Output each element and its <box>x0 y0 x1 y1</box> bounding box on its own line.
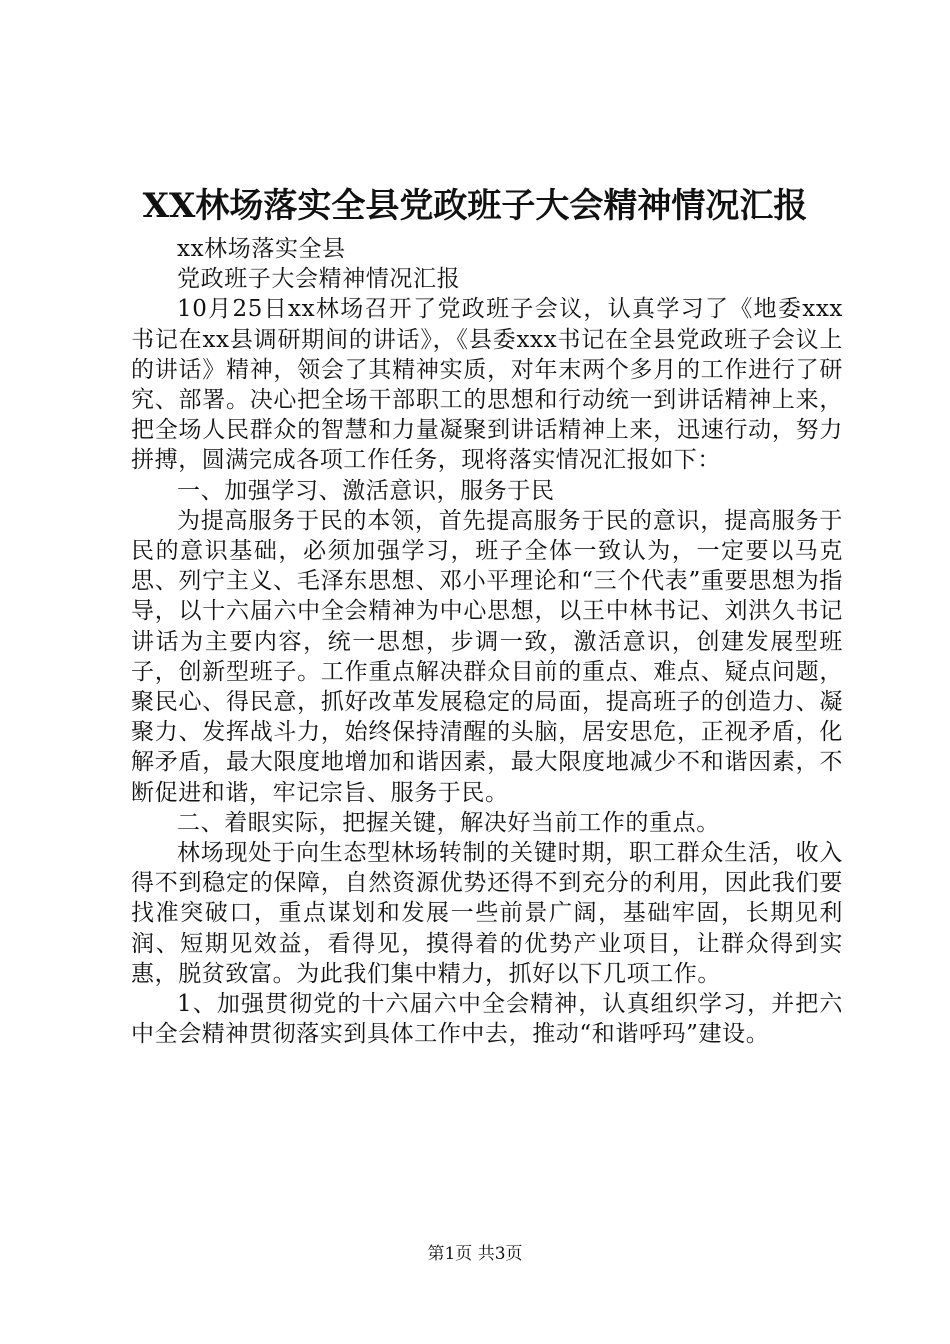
section-1-paragraph: 为提高服务于民的本领，首先提高服务于民的意识，提高服务于民的意识基础，必须加强学习，班子全体一致认为，一定要以马克思、列宁主义、毛泽东思想、邓小平理论和“三个代表”重要思想为指导，以十六届六中全会精神为中心思想，以王中林书记、刘洪久书记讲话为主要内容，统一思想，步调一致，激活意识，创建发展型班子，创新型班子。工作重点解决群众目前的重点、难点、疑点问题，聚民心、得民意，抓好改革发展稳定的局面，提高班子的创造力、凝聚力、发挥战斗力，始终保持清醒的头脑，居安思危，正视矛盾，化解矛盾，最大限度地增加和谐因素，最大限度地减少不和谐因素，不断促进和谐，牢记宗旨、服务于民。 <box>131 507 843 806</box>
section-2-paragraph: 林场现处于向生态型林场转制的关键时期，职工群众生活，收入得不到稳定的保障，自然资源优势还得不到充分的利用，因此我们要找准突破口，重点谋划和发展一些前景广阔，基础牢固，长期见利润、短期见效益，看得见，摸得着的优势产业项目，让群众得到实惠，脱贫致富。为此我们集中精力，抓好以下几项工作。 <box>131 840 843 987</box>
document-body <box>131 234 843 1049</box>
page-number: 第1页 共3页 <box>427 1244 523 1264</box>
intro-paragraph: 10月25日xx林场召开了党政班子会议，认真学习了《地委xxx书记在xx县调研期间的讲话》，《县委xxx书记在全县党政班子会议上的讲话》精神，领会了其精神实质，对年末两个多月的工作进行了研究、部署。决心把全场干部职工的思想和行动统一到讲话精神上来，把全场人民群众的智慧和力量凝聚到讲话精神上来，迅速行动，努力拼搏，圆满完成各项工作任务，现将落实情况汇报如下： <box>131 296 843 474</box>
list-item-1: 1、加强贯彻党的十六届六中全会精神，认真组织学习，并把六中全会精神贯彻落实到具体工作中去，推动“和谐呼玛”建设。 <box>131 991 843 1048</box>
subtitle-line-2: 党政班子大会精神情况汇报 <box>177 266 461 293</box>
section-heading-2: 二、着眼实际，把握关键，解决好当前工作的重点。 <box>177 809 720 836</box>
section-heading-1: 一、加强学习、激活意识，服务于民 <box>177 477 555 504</box>
document-title: XX林场落实全县党政班子大会精神情况汇报 <box>142 186 808 226</box>
subtitle-line-1: xx林场落实全县 <box>177 236 346 262</box>
